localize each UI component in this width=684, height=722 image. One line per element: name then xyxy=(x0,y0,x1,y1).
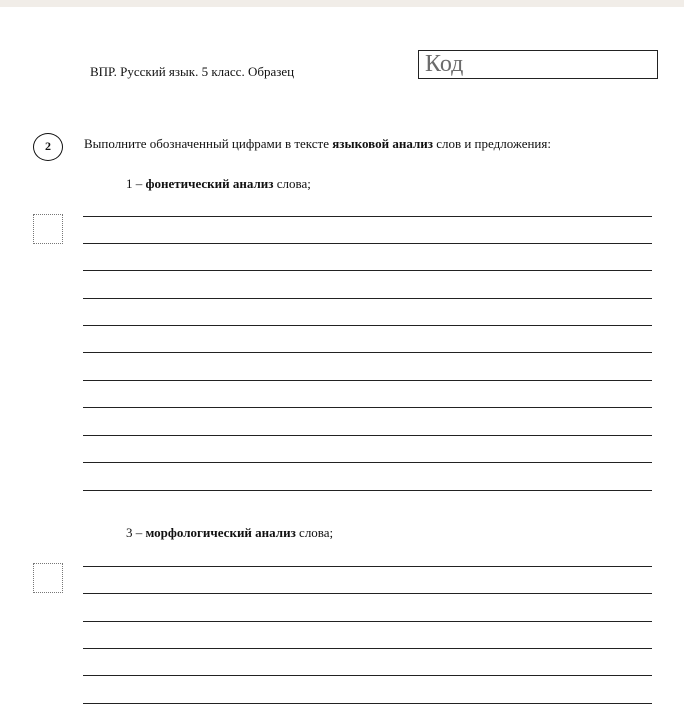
answer-line[interactable] xyxy=(83,675,652,676)
score-box-3[interactable] xyxy=(33,563,63,593)
task-instruction xyxy=(84,136,551,152)
subtask-3-suffix: слова; xyxy=(295,525,334,540)
subtask-1-prefix: 1 – xyxy=(126,176,146,191)
subtask-1-bold: фонетический анализ xyxy=(145,176,274,191)
code-field[interactable]: Код xyxy=(418,50,658,79)
answer-line[interactable] xyxy=(83,648,652,649)
task-instruction-tail: слов и предложения: xyxy=(432,136,551,151)
task-number-badge: 2 xyxy=(33,133,63,161)
answer-line[interactable] xyxy=(83,380,652,381)
answer-line[interactable] xyxy=(83,593,652,594)
subtask-1-label xyxy=(126,176,311,192)
answer-line[interactable] xyxy=(83,490,652,491)
subtask-1-suffix: слова; xyxy=(273,176,311,191)
answer-line[interactable] xyxy=(83,243,652,244)
subtask-3-prefix: 3 – xyxy=(126,525,146,540)
task-instruction-bold: языковой анализ xyxy=(332,136,433,151)
header-title: ВПР. Русский язык. 5 класс. Образец xyxy=(90,64,295,79)
page-top-band xyxy=(0,0,684,7)
task-instruction-text: Выполните обозначенный цифрами в тексте xyxy=(84,136,333,151)
answer-line[interactable] xyxy=(83,407,652,408)
answer-line[interactable] xyxy=(83,621,652,622)
answer-line[interactable] xyxy=(83,566,652,567)
answer-line[interactable] xyxy=(83,216,652,217)
answer-line[interactable] xyxy=(83,703,652,704)
answer-line[interactable] xyxy=(83,352,652,353)
subtask-3-bold: морфологический анализ xyxy=(145,525,296,540)
answer-line[interactable] xyxy=(83,270,652,271)
answer-line[interactable] xyxy=(83,325,652,326)
answer-line[interactable] xyxy=(83,462,652,463)
answer-line[interactable] xyxy=(83,298,652,299)
score-box-1[interactable] xyxy=(33,214,63,244)
subtask-3-label xyxy=(126,525,333,541)
answer-line[interactable] xyxy=(83,435,652,436)
